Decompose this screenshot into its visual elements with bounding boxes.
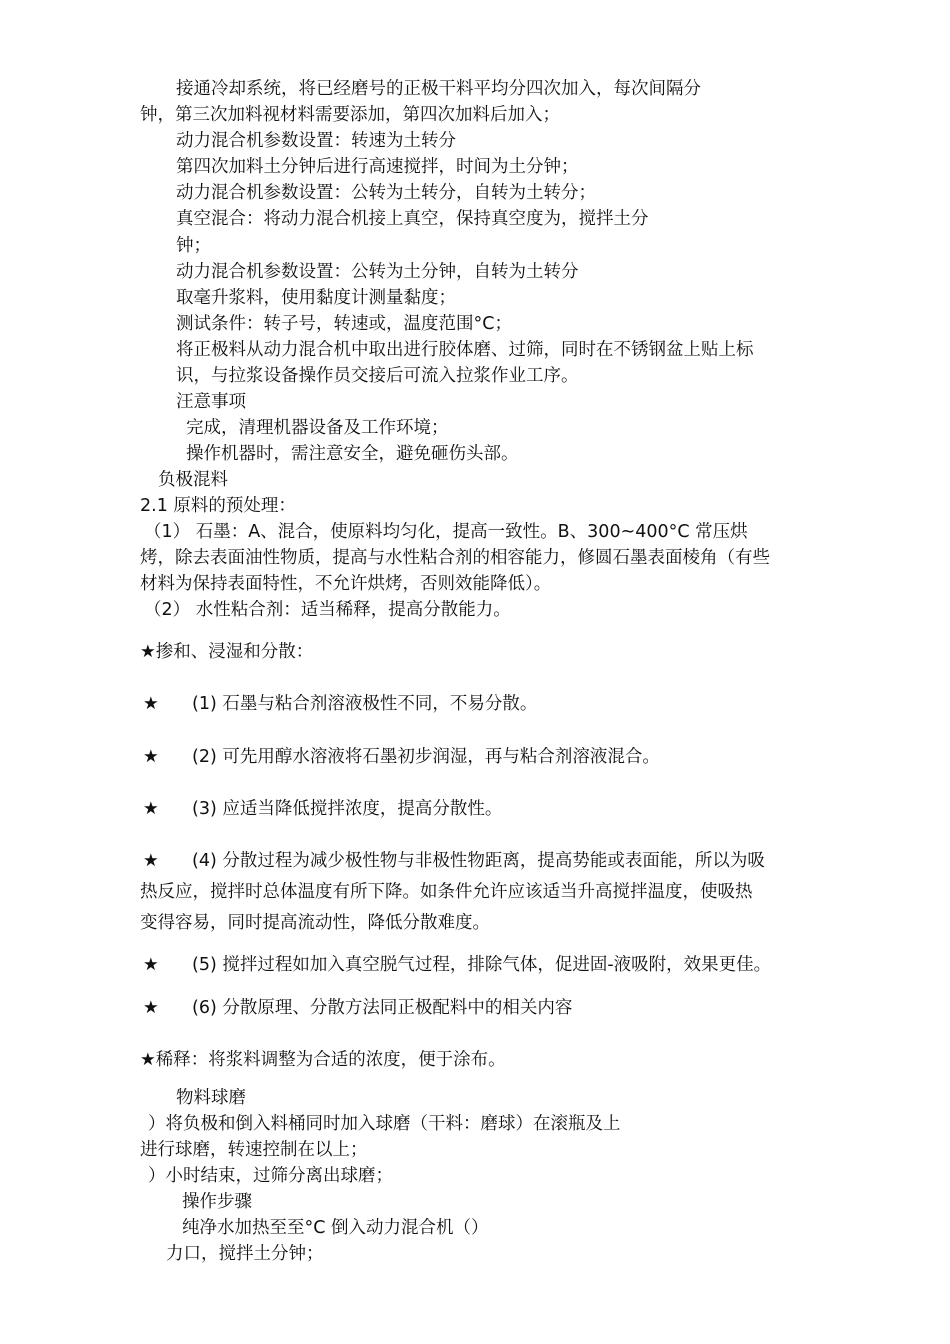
text-line: ）将负极和倒入料桶同时加入球磨（干料：磨球）在滚瓶及上 [148, 1114, 621, 1134]
star-bullet-icon: ★ [143, 694, 159, 714]
text-line: 烤，除去表面油性物质，提高与水性粘合剂的相容能力，修圆石墨表面棱角（有些 [140, 548, 770, 568]
section-heading: 操作步骤 [182, 1192, 252, 1212]
text-line: 第四次加料土分钟后进行高速搅拌，时间为土分钟； [176, 157, 579, 177]
star-bullet-icon: ★ [143, 851, 159, 871]
text-line: 真空混合：将动力混合机接上真空，保持真空度为，搅拌土分 [176, 209, 649, 229]
text-line: （2） 水性粘合剂：适当稀释，提高分散能力。 [144, 600, 511, 620]
text-line: 变得容易，同时提高流动性，降低分散难度。 [140, 913, 490, 933]
section-heading: 负极混料 [158, 470, 228, 490]
section-heading: ★掺和、浸湿和分散： [140, 642, 314, 662]
star-bullet-icon: ★ [143, 799, 159, 819]
list-item: (4) 分散过程为减少极性物与非极性物距离，提高势能或表面能，所以为吸 [192, 851, 765, 871]
text-line: 钟； [176, 236, 211, 256]
star-bullet-icon: ★ [143, 998, 159, 1018]
text-line: 将正极料从动力混合机中取出进行胶体磨、过筛，同时在不锈钢盆上贴上标 [176, 340, 754, 360]
text-line: ）小时结束，过筛分离出球磨； [148, 1166, 393, 1186]
text-line: 完成，清理机器设备及工作环境； [186, 418, 449, 438]
text-line: 取毫升浆料，使用黏度计测量黏度； [176, 288, 456, 308]
star-bullet-icon: ★ [143, 955, 159, 975]
text-line: （1） 石墨：A、混合，使原料均匀化，提高一致性。B、300~400°C 常压烘 [144, 522, 748, 542]
list-item: (5) 搅拌过程如加入真空脱气过程，排除气体，促进固-液吸附，效果更佳。 [192, 955, 772, 975]
text-line: 进行球磨，转速控制在以上； [140, 1140, 368, 1160]
text-line: 动力混合机参数设置：公转为土转分，自转为土转分； [176, 183, 596, 203]
text-line: 纯净水加热至至°C 倒入动力混合机（） [182, 1218, 489, 1238]
list-item: (1) 石墨与粘合剂溶液极性不同，不易分散。 [192, 694, 538, 714]
text-line: 钟，第三次加料视材料需要添加，第四次加料后加入； [140, 105, 560, 125]
text-line: 测试条件：转子号，转速或，温度范围°C； [176, 314, 512, 334]
star-bullet-icon: ★ [143, 747, 159, 767]
section-heading: 汪意事项 [176, 392, 246, 412]
list-item: (3) 应适当降低搅拌浓度，提高分散性。 [192, 799, 503, 819]
list-item: (6) 分散原理、分散方法同正极配料中的相关内容 [192, 998, 573, 1018]
section-heading: 物料球磨 [176, 1088, 246, 1108]
text-line: 操作机器时，需注意安全，避免砸伤头部。 [186, 444, 519, 464]
text-line: 热反应，搅拌时总体温度有所下降。如条件允许应该适当升高搅拌温度，使吸热 [140, 882, 753, 902]
list-item: (2) 可先用醇水溶液将石墨初步润湿，再与粘合剂溶液混合。 [192, 747, 660, 767]
text-line: 动力混合机参数设置：转速为土转分 [176, 131, 456, 151]
text-line: 力口，搅拌土分钟； [166, 1244, 324, 1264]
section-heading: 2.1 原料的预处理： [140, 496, 296, 516]
text-line: 材料为保持表面特性，不允许烘烤，否则效能降低）。 [140, 574, 552, 594]
text-line: 接通冷却系统，将已经磨号的正极干料平均分四次加入，每次间隔分 [176, 79, 701, 99]
section-heading: ★稀释：将浆料调整为合适的浓度，便于涂布。 [140, 1050, 506, 1070]
text-line: 动力混合机参数设置：公转为土分钟，自转为土转分 [176, 262, 579, 282]
text-line: 识，与拉浆设备操作员交接后可流入拉浆作业工序。 [176, 366, 579, 386]
